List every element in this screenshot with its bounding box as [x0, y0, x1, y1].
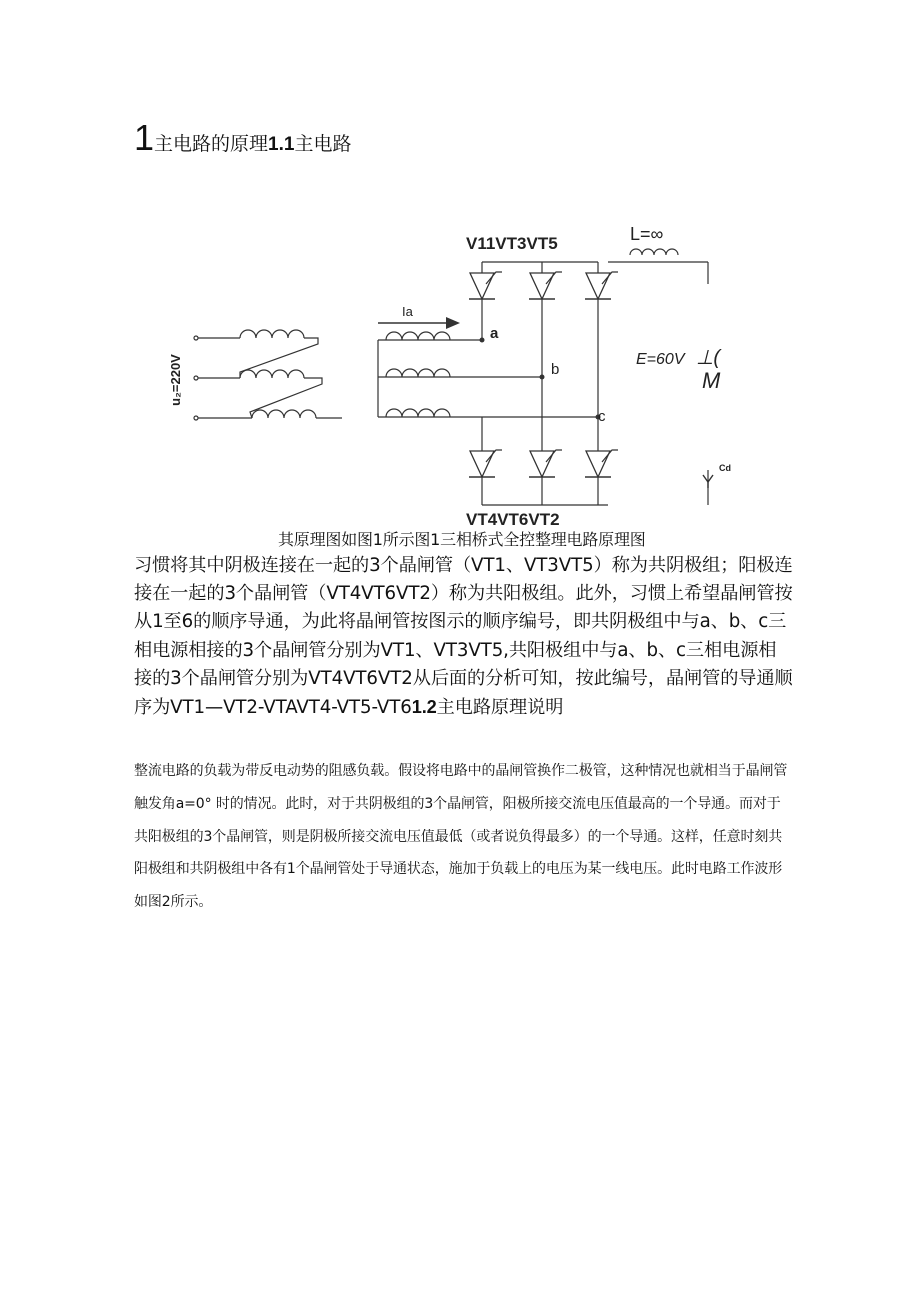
section-title: 主电路原理说明 — [436, 697, 564, 719]
figure-caption: 其原理图如图1所示图1三相桥式全控整理电路原理图 — [278, 530, 646, 549]
thyristor-vt5 — [585, 272, 618, 299]
inductor — [630, 249, 678, 255]
label-top-thyristors: V11VT3VT5 — [466, 234, 558, 253]
label-emf-symbol: ⊥( — [696, 347, 721, 369]
label-inductor: L=∞ — [630, 224, 664, 244]
label-cd: Cd — [719, 463, 731, 473]
secondary-winding — [386, 332, 450, 417]
label-source-voltage: u₂=220V — [168, 354, 183, 406]
paragraph-thyristor-groups-text: 习惯将其中阴极连接在一起的3个晶闸管（VT1、VT3VT5）称为共阴极组；阳极连接在一起的3个晶闸管（VT4VT6VT2）称为共阳极组。此外，习惯上希望晶闸管按从1至6的顺序导通，为此将晶闸管按图示的顺序编号，即共阴极组中与a、b、c三相电源相接的3个晶闸管分别为VT1、VT3VT5,共阳极组中与a、b、c三相电源相接的3个晶闸管分别为VT4VT6VT2从后面的分析可知，按此编号，晶闸管的导通顺序为VT1—VT2-VTAVT4-VT5-VT6 — [134, 555, 793, 719]
label-node-a: a — [490, 325, 499, 342]
paragraph-thyristor-groups — [134, 552, 794, 722]
node-a-dot — [480, 338, 485, 343]
circuit-diagram — [160, 220, 740, 530]
primary-winding — [194, 330, 342, 420]
label-node-c: c — [598, 408, 606, 425]
heading-number: 1 — [134, 117, 155, 158]
section-number: 1.2 — [411, 697, 437, 718]
thyristor-vt2 — [585, 450, 618, 477]
label-node-b: b — [551, 361, 560, 378]
paragraph-circuit-explanation: 整流电路的负载为带反电动势的阻感负载。假设将电路中的晶闸管换作二极管，这种情况也就相当于晶闸管触发角a=0° 时的情况。此时，对于共阴极组的3个晶闸管，阳极所接交流电压值最高的一个导通。而对于共阳极组的3个晶闸管，则是阴极所接交流电压值最低（或者说负得最多）的一个导通。这样，任意时刻共阳极组和共阴极组中各有1个晶闸管处于导通状态，施加于负载上的电压为某一线电压。此时电路工作波形如图2所示。 — [134, 763, 788, 911]
subheading-number: 1.1 — [268, 134, 295, 155]
thyristor-vt4 — [469, 450, 502, 477]
node-b-dot — [540, 375, 545, 380]
heading-title: 主电路的原理 — [154, 133, 269, 155]
current-arrow — [378, 317, 460, 329]
thyristor-vt3 — [529, 272, 562, 299]
label-emf: E=60V — [636, 351, 685, 368]
label-motor: M — [702, 368, 721, 393]
subheading-title: 主电路 — [294, 133, 352, 155]
label-bottom-thyristors: VT4VT6VT2 — [466, 510, 560, 529]
label-current: Ia — [402, 304, 413, 319]
thyristor-vt1 — [469, 272, 502, 299]
section-heading — [134, 118, 351, 165]
thyristor-vt6 — [529, 450, 562, 477]
